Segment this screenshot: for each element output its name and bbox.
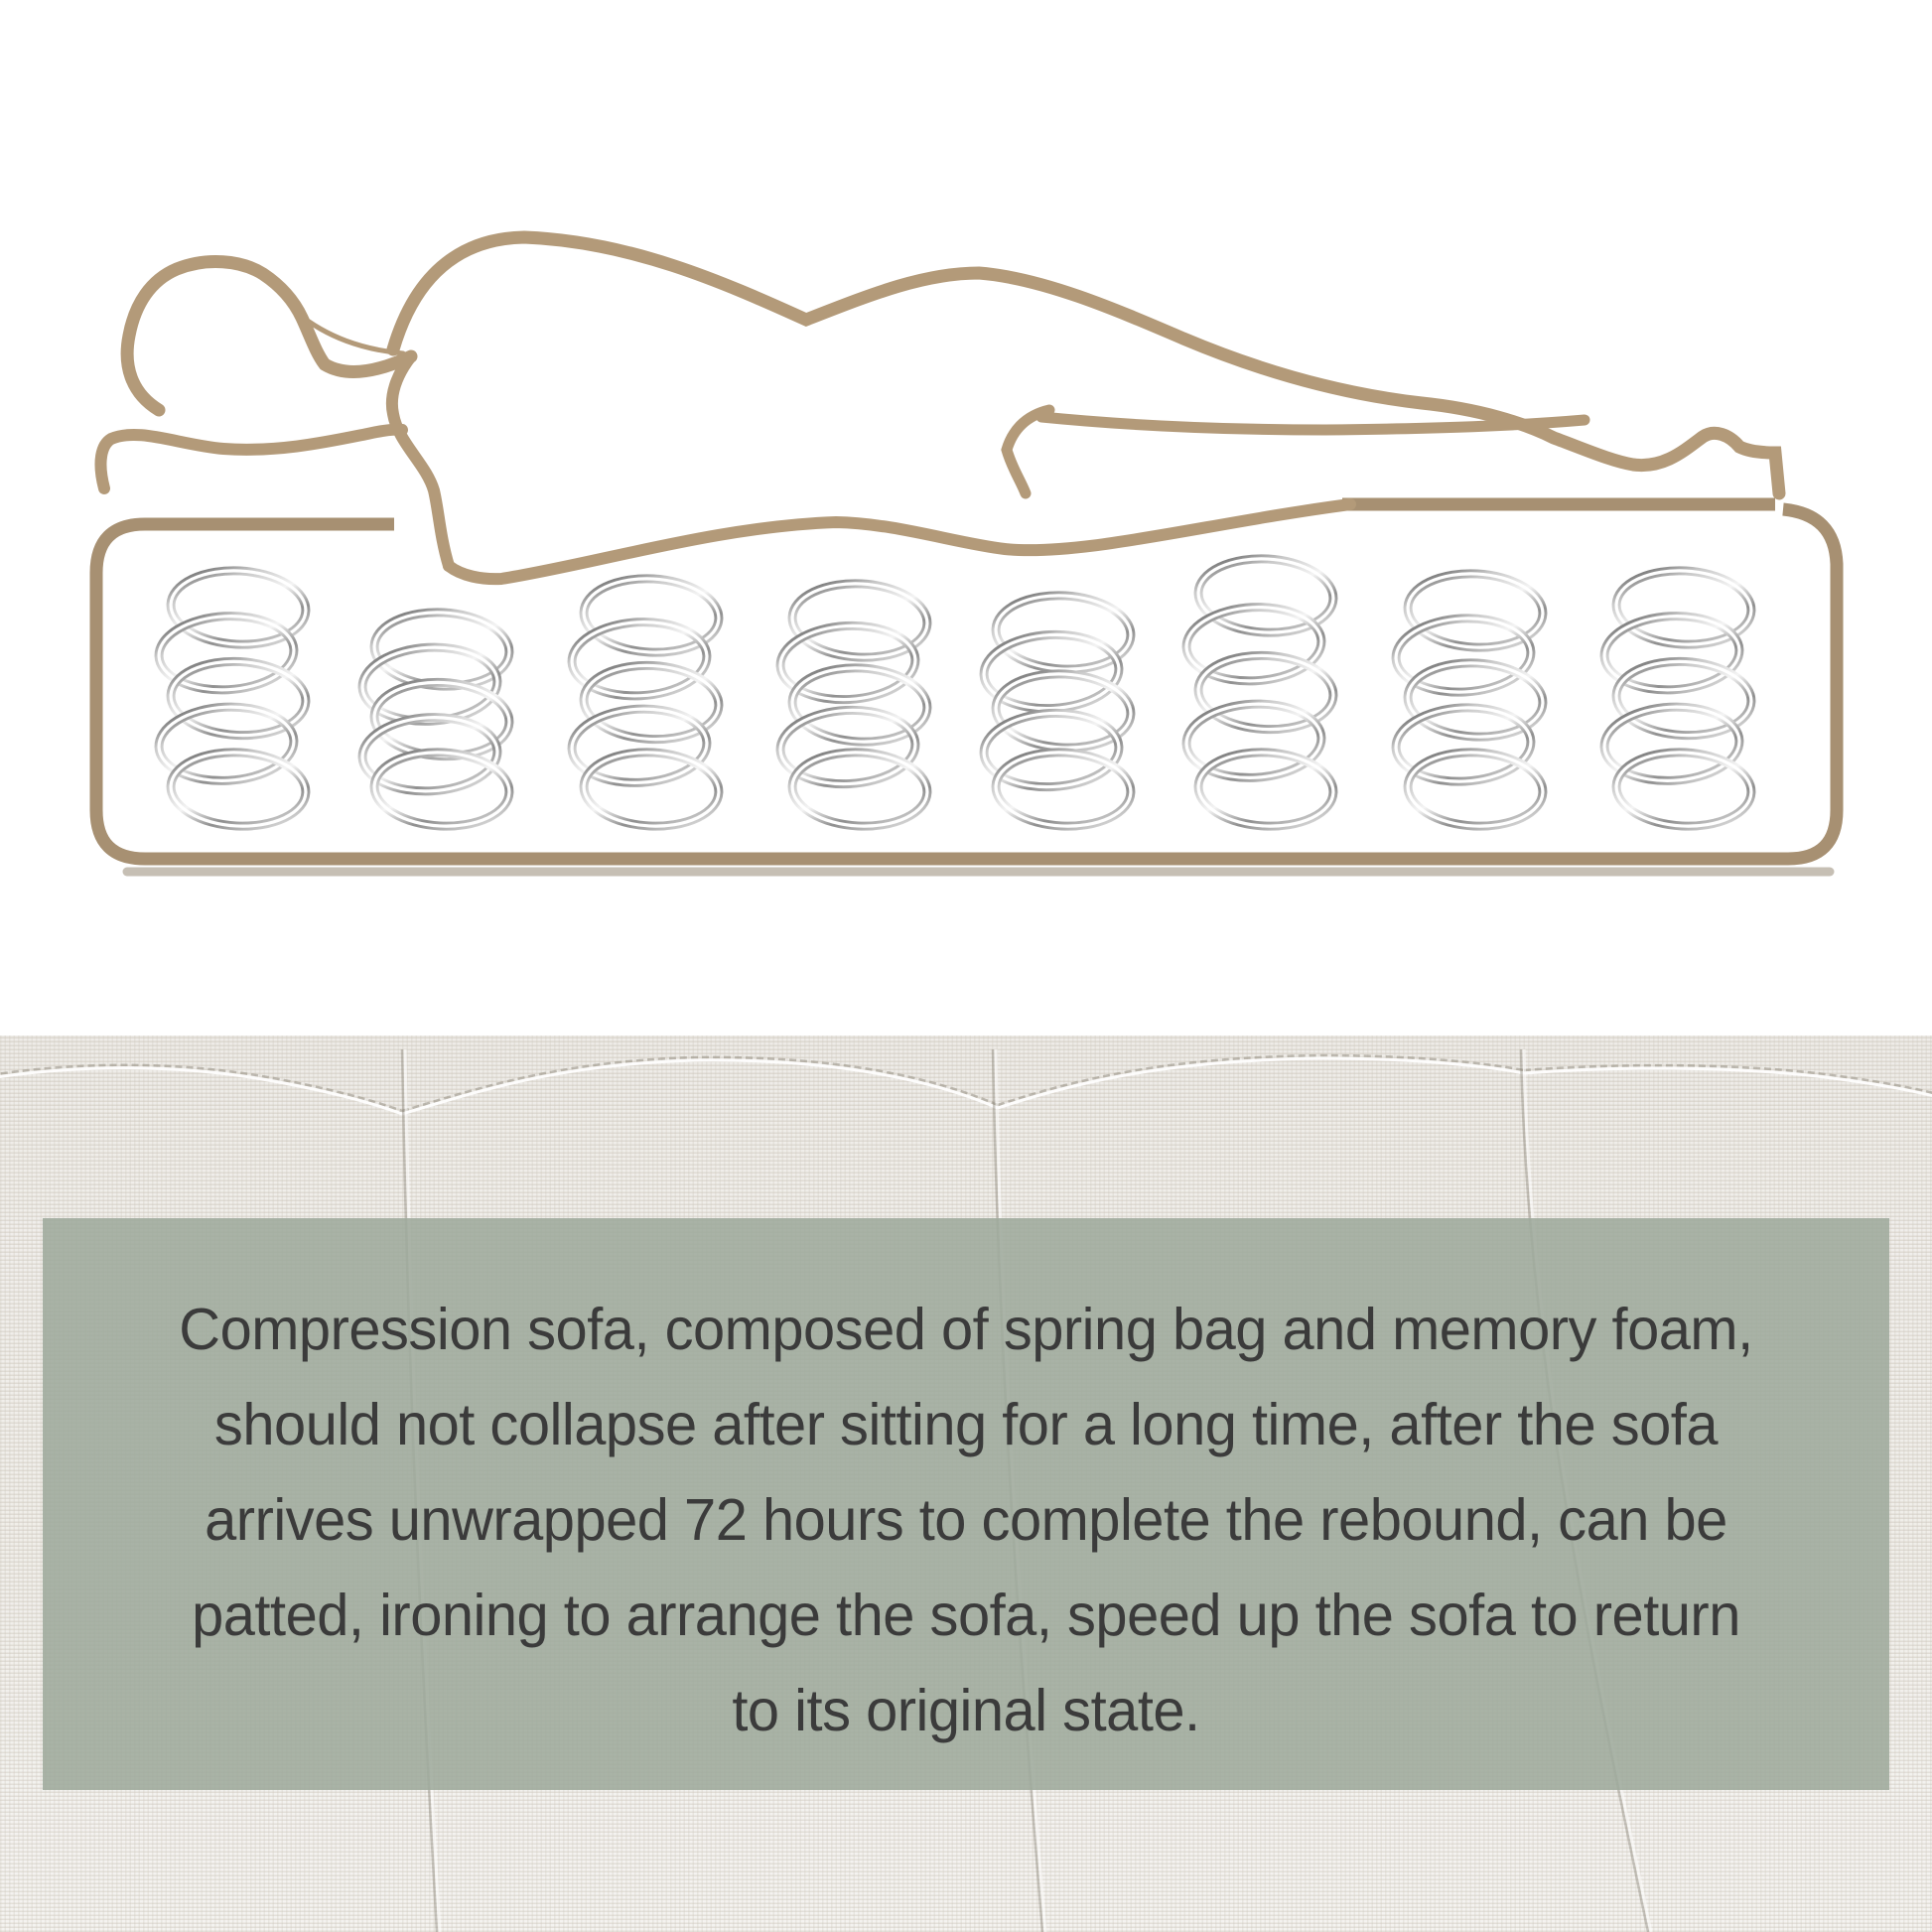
care-instructions-line: should not collapse after sitting for a long time, after the sofa: [213, 1392, 1719, 1457]
spring-coil-icon: [778, 580, 929, 829]
springs-group: [157, 555, 1753, 829]
spring-coil-icon: [1184, 555, 1335, 829]
care-instructions-line: arrives unwrapped 72 hours to complete the rebound, can be: [205, 1487, 1727, 1553]
spring-coil-icon: [570, 575, 721, 829]
spring-coil-icon: [982, 592, 1133, 829]
spring-coil-icon: [1394, 570, 1545, 829]
care-instructions-line: Compression sofa, composed of spring bag and memory foam,: [179, 1297, 1753, 1362]
sofa-fabric-photo: [0, 1035, 1932, 1932]
person-back-leg-line: [393, 237, 1779, 493]
spring-coil-icon: [1602, 567, 1753, 829]
spring-coil-icon: [157, 567, 308, 829]
spring-coil-icon: [360, 609, 511, 829]
person-head-outline: [127, 262, 411, 410]
care-instructions-line: patted, ironing to arrange the sofa, speed up the sofa to return: [192, 1583, 1740, 1648]
care-instructions-panel: [43, 1218, 1889, 1790]
care-instructions-line: to its original state.: [732, 1678, 1200, 1743]
pillow-line: [100, 430, 402, 488]
mattress-outline: [96, 504, 1837, 859]
person-chin-chest-line: [392, 356, 449, 566]
tufting-arches: [0, 1055, 1932, 1114]
